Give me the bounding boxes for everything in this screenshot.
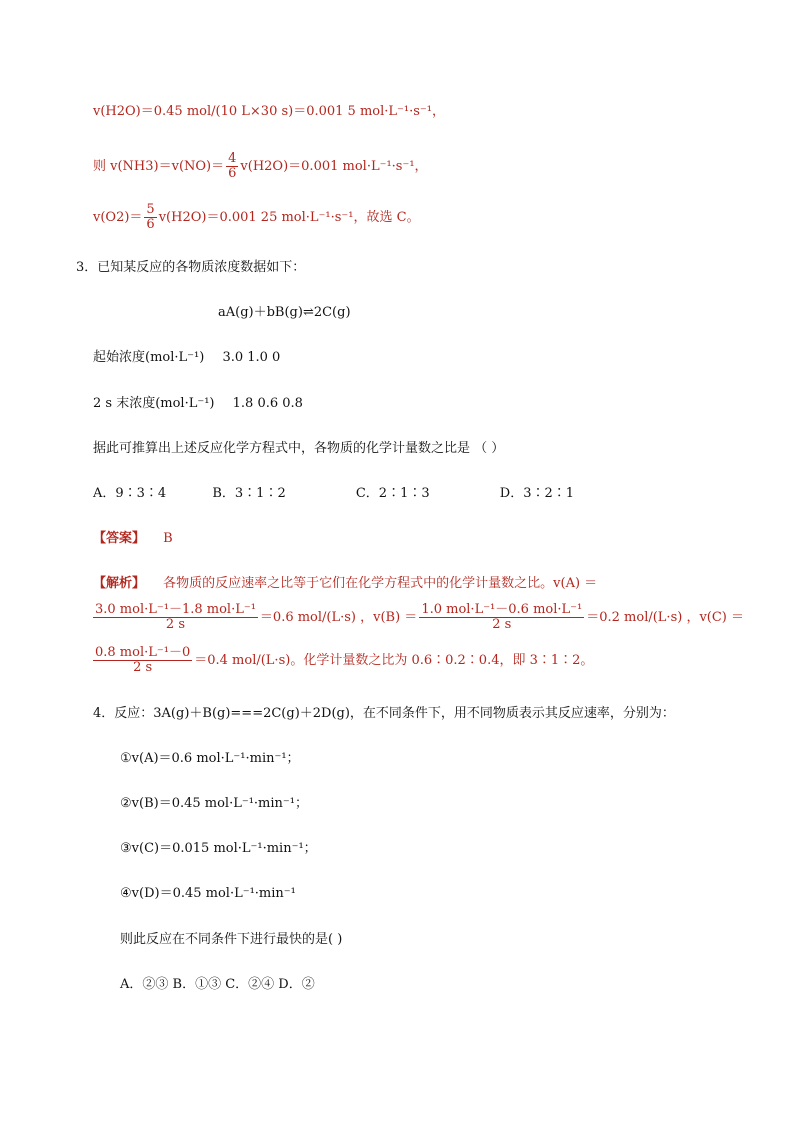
q3-option-b: B．3∶1∶2 — [212, 486, 286, 501]
q4-question: 则此反应在不同条件下进行最快的是( ) — [120, 932, 343, 947]
q3-start-row — [93, 350, 280, 366]
q3-analysis-line2: $\frac{\text{3.0 mol·L⁻¹－1.8 mol·L⁻¹}}{2 s}$ ＝0.6 mol/(L·s) ，v(B) ＝ $\frac{\text{1.0 mol·L⁻¹－0.6 mol·L⁻¹}}{2 s}$ ＝0.2 mol/(L·s) ，v(C) ＝ — [95, 602, 745, 632]
frac-c: $\frac{\text{0.8 mol·L⁻¹－0}}{2 s}$ — [95, 645, 191, 675]
q2-solution-line1: v(H2O)＝0.45 mol/(10 L×30 s)＝0.001 5 mol·L⁻¹·s⁻¹， — [93, 104, 445, 119]
q3-end-label: 2 s 末浓度(mol·L⁻¹) — [93, 396, 215, 411]
q4-item-4: ④v(D)＝0.45 mol·L⁻¹·min⁻¹ — [120, 886, 296, 901]
q4-item-3: ③v(C)＝0.015 mol·L⁻¹·min⁻¹； — [120, 841, 317, 856]
q3-start-values: 3.0 1.0 0 — [222, 350, 281, 365]
analysis-text: 各物质的反应速率之比等于它们在化学方程式中的化学计量数之比。v(A) ＝ — [163, 576, 598, 591]
analysis-label: 【解析】 — [93, 576, 146, 591]
q3-stem: 3．已知某反应的各物质浓度数据如下： — [76, 260, 306, 275]
q4-options: A．②③ B．①③ C．②④ D．② — [120, 977, 315, 992]
q3-end-row — [93, 396, 303, 412]
answer-label: 【答案】 — [93, 531, 146, 546]
q3-analysis-line3: $\frac{\text{0.8 mol·L⁻¹－0}}{2 s}$ ＝0.4 mol/(L·s)。化学计量数之比为 0.6∶0.2∶0.4，即 3∶1∶2。 — [95, 645, 594, 675]
q3-question: 据此可推算出上述反应化学方程式中，各物质的化学计量数之比是 （ ） — [93, 441, 505, 456]
q4-stem: 4．反应：3A(g)＋B(g)===2C(g)＋2D(g)，在不同条件下，用不同物质表示其反应速率，分别为： — [93, 706, 675, 721]
q3-option-d: D．3∶2∶1 — [499, 486, 575, 501]
frac-b: $\frac{\text{1.0 mol·L⁻¹－0.6 mol·L⁻¹}}{2 s}$ — [421, 602, 583, 632]
q3-answer — [93, 531, 173, 547]
answer-value: B — [163, 531, 173, 546]
q3-start-label: 起始浓度(mol·L⁻¹) — [93, 350, 205, 365]
q3-option-a: A．9∶3∶4 — [93, 486, 167, 501]
q4-item-2: ②v(B)＝0.45 mol·L⁻¹·min⁻¹； — [120, 796, 308, 811]
q3-option-c: C．2∶1∶3 — [355, 486, 430, 501]
q3-options — [93, 486, 574, 502]
q2-solution-line2: 则 v(NH3)＝v(NO)＝ $\frac{4}{6}$ v(H2O)＝0.001 mol·L⁻¹·s⁻¹， — [93, 151, 428, 181]
q4-item-1: ①v(A)＝0.6 mol·L⁻¹·min⁻¹； — [120, 751, 300, 766]
frac-a: $\frac{\text{3.0 mol·L⁻¹－1.8 mol·L⁻¹}}{2 s}$ — [95, 602, 256, 632]
q3-end-values: 1.8 0.6 0.8 — [232, 396, 303, 411]
q2-solution-line3: v(O2)＝ $\frac{5}{6}$ v(H2O)＝0.001 25 mol·L⁻¹·s⁻¹，故选 C。 — [93, 202, 420, 232]
q3-equation: aA(g)＋bB(g)⇌2C(g) — [218, 305, 351, 320]
q3-analysis-line1 — [93, 576, 597, 592]
